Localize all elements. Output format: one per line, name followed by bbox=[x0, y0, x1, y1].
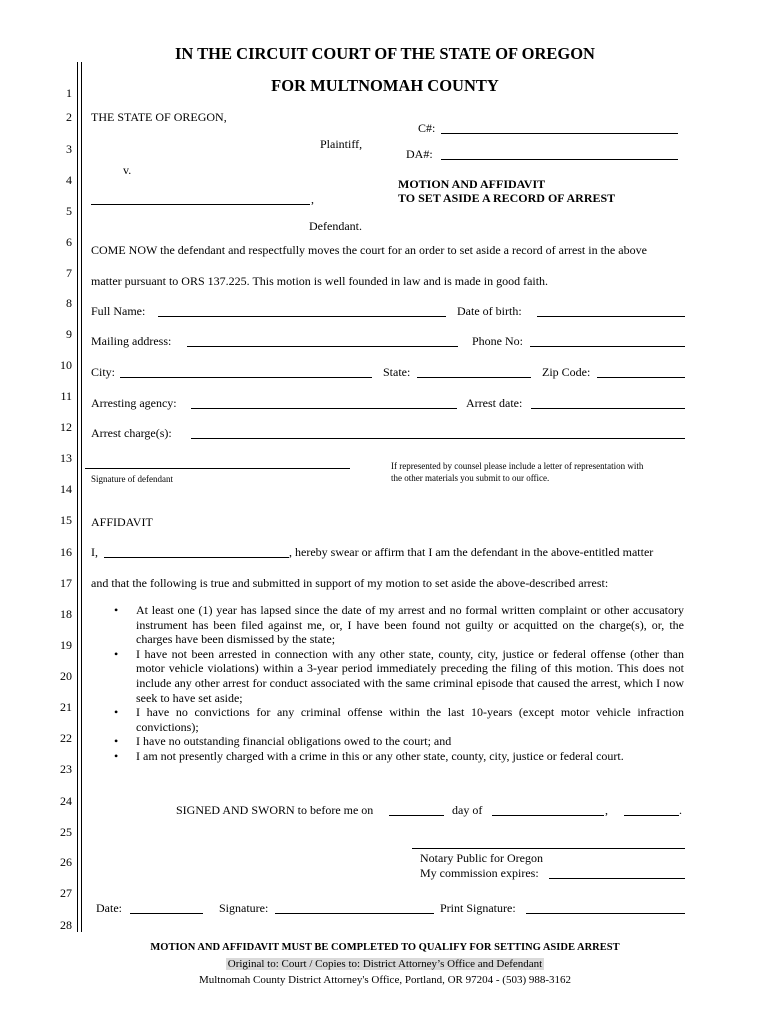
full-name-line[interactable] bbox=[158, 316, 446, 317]
zip-line[interactable] bbox=[597, 377, 685, 378]
line-number: 9 bbox=[66, 327, 72, 341]
city-label: City: bbox=[91, 365, 116, 379]
da-number-line[interactable] bbox=[441, 159, 678, 160]
line-number: 11 bbox=[60, 389, 72, 403]
print-signature-line[interactable] bbox=[526, 913, 685, 914]
line-number: 28 bbox=[60, 918, 72, 932]
signature-line[interactable] bbox=[275, 913, 434, 914]
affiant-name-line[interactable] bbox=[104, 557, 289, 558]
line-number: 1 bbox=[66, 86, 72, 100]
line-number: 4 bbox=[66, 173, 72, 187]
affidavit-bullet-text: I have no convictions for any criminal offense within the last 10-years (except motor vehicle infraction convictions); bbox=[136, 705, 684, 734]
date-line[interactable] bbox=[130, 913, 203, 914]
defendant-comma: , bbox=[311, 192, 314, 206]
affidavit-bullet-text: I have not been arrested in connection with any other state, county, city, justice or federal offense (other than motor vehicle violations) within a 3-year period immediately preceding the filing of this motion. This does not include any other arrest for conduct associated with the same criminal episode that caused the arrest, which I now seek to have set aside; bbox=[136, 646, 684, 705]
footer-notice: MOTION AND AFFIDAVIT MUST BE COMPLETED TO QUALIFY FOR SETTING ASIDE ARREST bbox=[150, 942, 620, 953]
bullet-icon: • bbox=[114, 646, 119, 661]
arrest-date-label: Arrest date: bbox=[466, 396, 523, 410]
line-number: 6 bbox=[66, 235, 72, 249]
line-number: 19 bbox=[60, 638, 72, 652]
line-number: 10 bbox=[60, 358, 72, 372]
motion-title-1: MOTION AND AFFIDAVIT bbox=[398, 177, 546, 191]
line-number: 17 bbox=[60, 576, 72, 590]
sworn-year-line[interactable] bbox=[624, 815, 679, 816]
line-number: 26 bbox=[60, 855, 72, 869]
signature-label: Signature: bbox=[219, 901, 269, 915]
line-number: 7 bbox=[66, 266, 72, 280]
date-label: Date: bbox=[96, 901, 122, 915]
affidavit-bullet-item bbox=[104, 647, 684, 705]
intro-line-1: COME NOW the defendant and respectfully moves the court for an order to set aside a record of arrest in the above bbox=[91, 243, 647, 257]
da-number-label: DA#: bbox=[406, 147, 433, 161]
footer-copies-text: Original to: Court / Copies to: District Attorney’s Office and Defendant bbox=[227, 958, 543, 970]
sworn-day-line[interactable] bbox=[389, 815, 444, 816]
line-number: 27 bbox=[60, 886, 72, 900]
full-name-label: Full Name: bbox=[91, 304, 146, 318]
counsel-note-2: the other materials you submit to our office. bbox=[391, 473, 550, 483]
state-label: State: bbox=[383, 365, 411, 379]
case-number-label: C#: bbox=[418, 121, 436, 135]
bullet-icon: • bbox=[114, 734, 119, 749]
print-signature-label: Print Signature: bbox=[440, 901, 516, 915]
defendant-label: Defendant. bbox=[309, 219, 362, 233]
sworn-label: SIGNED AND SWORN to before me on bbox=[176, 803, 374, 817]
line-number: 3 bbox=[66, 142, 72, 156]
bullet-icon: • bbox=[114, 748, 119, 763]
mailing-address-line[interactable] bbox=[187, 346, 458, 347]
affidavit-bullet-text: I am not presently charged with a crime in this or any other state, county, city, justice or federal court. bbox=[136, 748, 624, 763]
defendant-name-line[interactable] bbox=[91, 204, 310, 205]
phone-label: Phone No: bbox=[472, 334, 523, 348]
bullet-icon: • bbox=[114, 603, 119, 617]
counsel-note-1: If represented by counsel please include a letter of representation with bbox=[391, 461, 644, 471]
court-title: IN THE CIRCUIT COURT OF THE STATE OF OREGON bbox=[175, 44, 595, 63]
defendant-signature-label: Signature of defendant bbox=[91, 474, 173, 484]
line-number: 22 bbox=[60, 731, 72, 745]
dob-label: Date of birth: bbox=[457, 304, 522, 318]
line-number: 13 bbox=[60, 451, 72, 465]
margin-rule-left bbox=[77, 62, 78, 932]
affiant-statement: , hereby swear or affirm that I am the defendant in the above-entitled matter bbox=[289, 545, 654, 559]
defendant-signature-line[interactable] bbox=[85, 468, 350, 469]
dob-line[interactable] bbox=[537, 316, 685, 317]
affidavit-bullet-item bbox=[104, 603, 684, 647]
line-number: 8 bbox=[66, 296, 72, 310]
commission-expires-line[interactable] bbox=[549, 878, 685, 879]
arresting-agency-label: Arresting agency: bbox=[91, 396, 177, 410]
bullet-icon: • bbox=[114, 705, 119, 720]
line-number: 15 bbox=[60, 513, 72, 527]
arresting-agency-line[interactable] bbox=[191, 408, 457, 409]
plaintiff-label: Plaintiff, bbox=[320, 137, 363, 151]
margin-rule-right bbox=[81, 62, 82, 932]
affidavit-bullet-list bbox=[104, 603, 684, 764]
sworn-period: . bbox=[679, 803, 682, 817]
line-number: 21 bbox=[60, 700, 72, 714]
affidavit-bullet-text: At least one (1) year has lapsed since the date of my arrest and no formal written complaint or other accusatory instrument has been filed against me, or, I have been found not guilty or acquitted on the charge(s), or, the charges have been dismissed by the state; bbox=[136, 603, 684, 647]
affidavit-bullet-item bbox=[104, 734, 684, 749]
arrest-date-line[interactable] bbox=[531, 408, 685, 409]
line-number: 24 bbox=[60, 794, 72, 808]
affidavit-bullet-text: I have no outstanding financial obligations owed to the court; and bbox=[136, 734, 452, 749]
line-number: 23 bbox=[60, 762, 72, 776]
affidavit-line-17: and that the following is true and submitted in support of my motion to set aside the above-described arrest: bbox=[91, 576, 609, 590]
affidavit-bullet-item bbox=[104, 705, 684, 734]
day-of-label: day of bbox=[452, 803, 483, 817]
line-number: 2 bbox=[66, 110, 72, 124]
commission-expires-label: My commission expires: bbox=[420, 866, 539, 880]
city-line[interactable] bbox=[120, 377, 372, 378]
intro-line-2: matter pursuant to ORS 137.225. This motion is well founded in law and is made in good faith. bbox=[91, 274, 549, 288]
line-number: 16 bbox=[60, 545, 72, 559]
sworn-month-line[interactable] bbox=[492, 815, 604, 816]
case-number-line[interactable] bbox=[441, 133, 678, 134]
state-of-oregon: THE STATE OF OREGON, bbox=[91, 110, 227, 124]
zip-label: Zip Code: bbox=[542, 365, 591, 379]
affidavit-bullet-item bbox=[104, 749, 684, 764]
phone-line[interactable] bbox=[530, 346, 685, 347]
line-number: 5 bbox=[66, 204, 72, 218]
mailing-address-label: Mailing address: bbox=[91, 334, 172, 348]
line-number: 25 bbox=[60, 825, 72, 839]
notary-signature-line[interactable] bbox=[412, 848, 685, 849]
line-number: 18 bbox=[60, 607, 72, 621]
sworn-comma: , bbox=[605, 803, 608, 817]
footer-copies bbox=[0, 958, 770, 970]
county-title: FOR MULTNOMAH COUNTY bbox=[271, 76, 499, 95]
versus-label: v. bbox=[123, 163, 132, 177]
arrest-charges-line[interactable] bbox=[191, 438, 685, 439]
arrest-charges-label: Arrest charge(s): bbox=[91, 426, 172, 440]
affiant-i: I, bbox=[91, 545, 98, 559]
motion-title-2: TO SET ASIDE A RECORD OF ARREST bbox=[398, 191, 616, 205]
notary-public-label: Notary Public for Oregon bbox=[420, 851, 543, 865]
line-number: 12 bbox=[60, 420, 72, 434]
state-line[interactable] bbox=[417, 377, 531, 378]
line-number: 14 bbox=[60, 482, 72, 496]
affidavit-heading: AFFIDAVIT bbox=[91, 515, 153, 529]
footer-address: Multnomah County District Attorney's Office, Portland, OR 97204 - (503) 988-3162 bbox=[198, 974, 572, 986]
line-number: 20 bbox=[60, 669, 72, 683]
